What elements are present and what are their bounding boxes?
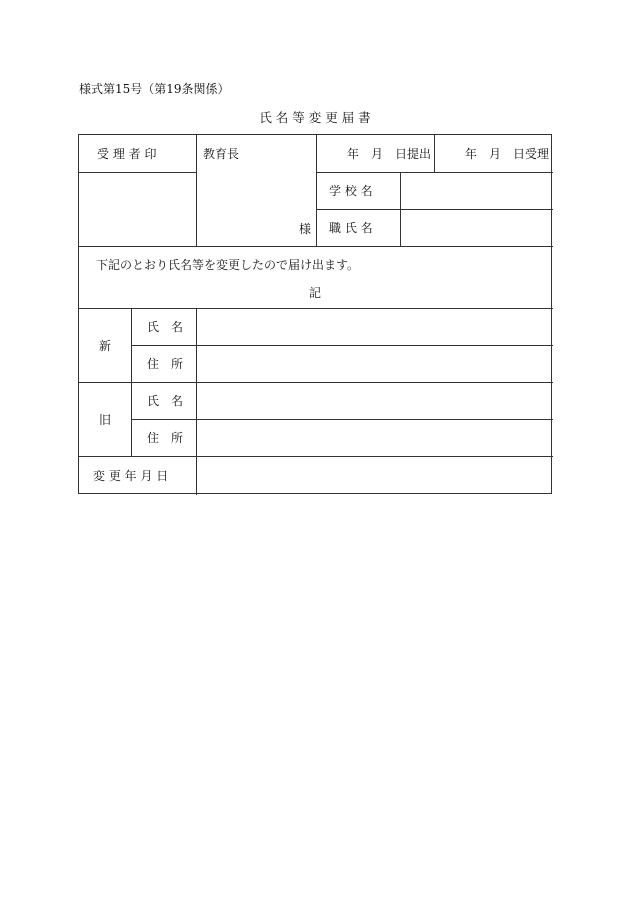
school-name-label: 学 校 名	[329, 184, 373, 198]
job-name-field[interactable]	[403, 212, 549, 244]
receiver-seal-label: 受 理 者 印	[97, 147, 157, 161]
old-label: 旧	[99, 413, 112, 427]
rule-new-mid	[131, 345, 553, 346]
old-address-label: 住 所	[147, 431, 184, 445]
honorific-label: 様	[299, 222, 312, 236]
old-name-label: 氏 名	[147, 394, 184, 408]
old-name-field[interactable]	[200, 385, 549, 417]
rule-v-addressee	[316, 135, 317, 246]
rule-old-mid	[131, 419, 553, 420]
change-date-field[interactable]	[200, 459, 549, 491]
notice-statement: 下記のとおり氏名等を変更したので届け出ます。	[96, 258, 360, 272]
rule-header-bottom	[79, 246, 553, 247]
change-date-label: 変 更 年 月 日	[93, 469, 169, 483]
form-number: 様式第15号（第19条関係）	[79, 82, 230, 96]
rule-v-values	[196, 308, 197, 495]
old-address-field[interactable]	[200, 422, 549, 454]
submit-date-label: 年 月 日提出	[347, 147, 432, 161]
receiver-seal-box[interactable]	[81, 175, 193, 243]
rule-v-section	[131, 308, 132, 456]
receive-date-label: 年 月 日受理	[465, 147, 550, 161]
new-name-label: 氏 名	[147, 320, 184, 334]
new-name-field[interactable]	[200, 311, 549, 343]
rule-v-dates	[434, 135, 435, 172]
job-name-label: 職 氏 名	[329, 221, 373, 235]
rule-row1-right	[316, 172, 553, 173]
rule-new-bottom	[79, 382, 553, 383]
ki-label: 記	[309, 286, 322, 300]
new-label: 新	[99, 339, 112, 353]
rule-notice-bottom	[79, 308, 553, 309]
rule-v-seal	[196, 135, 197, 246]
new-address-field[interactable]	[200, 348, 549, 380]
rule-old-bottom	[79, 456, 553, 457]
new-address-label: 住 所	[147, 357, 184, 371]
rule-row1-left	[79, 172, 196, 173]
rule-row2-right	[316, 209, 553, 210]
addressee-label: 教育長	[203, 147, 240, 161]
school-name-field[interactable]	[403, 175, 549, 207]
document-title: 氏 名 等 変 更 届 書	[259, 110, 371, 125]
rule-v-labels	[400, 172, 401, 246]
form-table	[78, 134, 552, 494]
